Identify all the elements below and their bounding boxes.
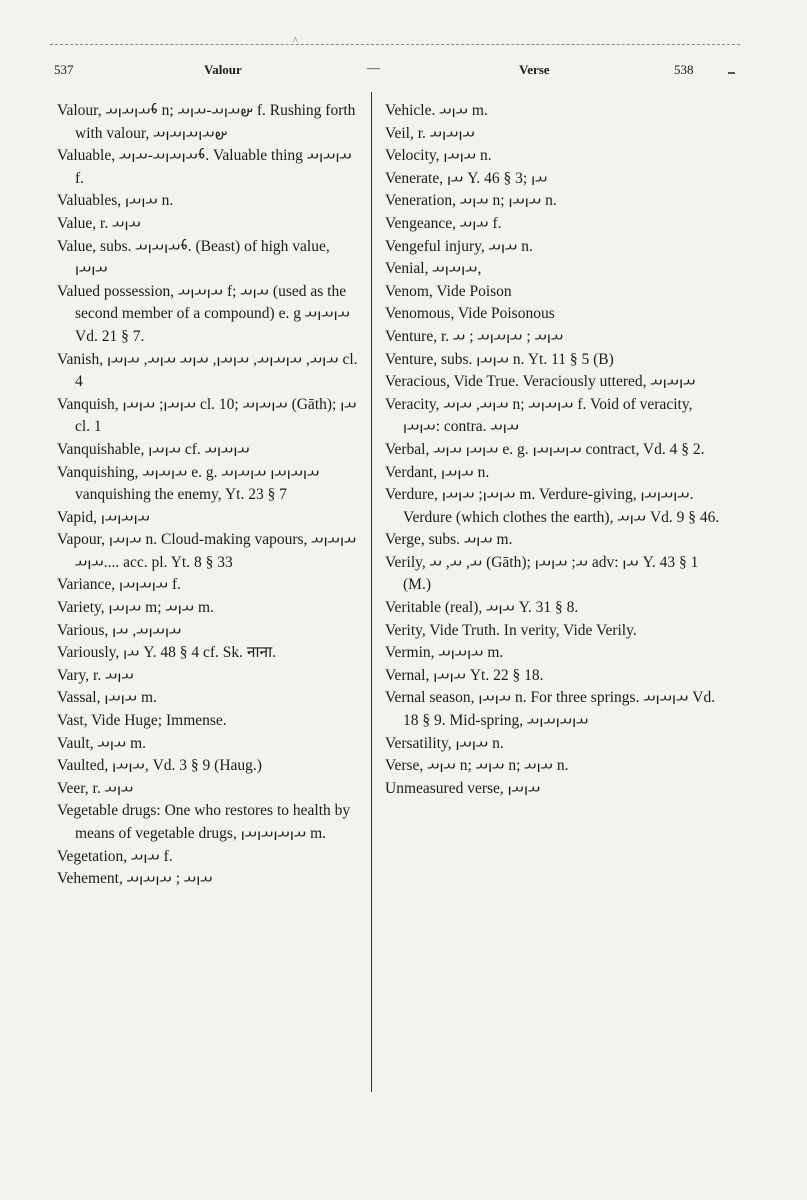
dictionary-entry: Verge, subs. 𐬀𐬥𐬀 m. <box>385 531 513 549</box>
dictionary-entry: Vermin, 𐬀𐬥𐬀𐬥𐬀 m. <box>385 644 504 662</box>
dictionary-entry: Valued possession, 𐬀𐬥𐬀𐬥𐬀 f; 𐬀𐬥𐬀 (used as the second member of a compound) e. g 𐬀𐬥𐬀𐬥𐬀 Vd. 21 § 7. <box>57 282 350 345</box>
column-divider <box>371 92 372 1092</box>
dictionary-entry: Vary, r. 𐬀𐬥𐬀 <box>57 666 134 684</box>
dictionary-entry: Vernal, 𐬀𐬥𐬀𐬥 Yt. 22 § 18. <box>385 666 544 684</box>
dictionary-entry: Valuable, 𐬨𐬀𐬥𐬀𐬥𐬀-𐬀𐬥𐬀. Valuable thing 𐬀𐬥𐬀𐬥𐬀 f. <box>57 147 352 187</box>
dictionary-entry: Vehicle. 𐬀𐬥𐬀 m. <box>385 102 488 119</box>
page-number-right: 538 <box>674 62 694 77</box>
dictionary-entry: Verdure, 𐬀𐬥𐬀𐬥; 𐬀𐬥𐬀𐬥 m. Verdure-giving, 𐬀𐬥𐬀𐬥𐬀𐬥. Verdure (which clothes the earth), 𐬀𐬥𐬀 Vd. 9 § 46. <box>385 486 720 526</box>
dictionary-entry: Variety, 𐬀𐬥𐬀𐬥 m; 𐬀𐬥𐬀 m. <box>57 599 214 617</box>
dictionary-entry: Valuables, 𐬀𐬥𐬀𐬥 n. <box>57 192 174 210</box>
dictionary-entry: Vengeful injury, 𐬀𐬥𐬀 n. <box>385 237 533 255</box>
dictionary-entry: Venture, r. 𐬀𐬥𐬀 ; 𐬀𐬥𐬀𐬥𐬀 ; 𐬀 <box>385 327 564 345</box>
dictionary-entry: Veneration, 𐬀𐬥𐬀 n; 𐬀𐬥𐬀𐬥 n. <box>385 192 557 210</box>
dictionary-entry: Vanquishing, 𐬀𐬥𐬀𐬥𐬀 e. g. 𐬀𐬥𐬀𐬥𐬀𐬥 𐬀𐬥𐬀𐬥𐬀 vanquishing the enemy, Yt. 23 § 7 <box>57 463 320 504</box>
dictionary-entry: Unmeasured verse, 𐬀𐬥𐬀𐬥 <box>385 779 541 797</box>
dictionary-entry: Vapid, 𐬀𐬥𐬀𐬥𐬀𐬥 <box>57 508 151 526</box>
dictionary-entry: Venomous, Vide Poisonous <box>385 305 555 323</box>
dictionary-entry: Verily, 𐬀, 𐬀, 𐬀 (Gāth); 𐬀; 𐬀𐬥𐬀𐬥 adv: 𐬀𐬥 Y. 43 § 1 (M.) <box>385 553 699 594</box>
dictionary-entry: Venom, Vide Poison <box>385 282 512 300</box>
dictionary-entry: Vernal season, 𐬀𐬥𐬀𐬥 n. For three springs. 𐬀𐬥𐬀𐬥𐬀 Vd. 18 § 9. Mid-spring, 𐬀𐬥𐬀𐬥𐬀𐬥𐬀 <box>385 689 716 730</box>
dictionary-entry: Valour, 𐬨𐬀𐬥𐬀𐬥𐬀 n; 𐬵𐬀𐬥𐬀-𐬀𐬥𐬀 f. Rushing forth with valour, 𐬵𐬀𐬥𐬀𐬥𐬀𐬥𐬀 <box>57 102 356 142</box>
guide-word-right: Verse <box>519 62 550 77</box>
dictionary-entry: Variance, 𐬀𐬥𐬀𐬥𐬀𐬥 f. <box>57 576 181 594</box>
dictionary-entry: Veracious, Vide True. Veraciously uttered, 𐬀𐬥𐬀𐬥𐬀 <box>385 373 696 391</box>
running-header <box>52 62 742 84</box>
dictionary-entry: Veritable (real), 𐬀𐬥𐬀 Y. 31 § 8. <box>385 599 579 617</box>
right-column <box>385 100 720 800</box>
dictionary-entry: Vegetation, 𐬀𐬥𐬀 f. <box>57 847 173 865</box>
dictionary-entry: Vehement, 𐬀𐬥𐬀 ; 𐬀𐬥𐬀𐬥𐬀 <box>57 870 213 888</box>
dictionary-entry: Vanish, 𐬀𐬥𐬀, 𐬀𐬥𐬀𐬥𐬀, 𐬀𐬥𐬀𐬥, 𐬀𐬥𐬀 𐬀𐬥𐬀, 𐬀𐬥𐬀𐬥 cl. 4 <box>57 350 358 391</box>
dictionary-entry: Verse, 𐬀𐬥𐬀 n; 𐬀𐬥𐬀 n; 𐬀𐬥𐬀 n. <box>385 757 569 775</box>
dictionary-entry: Venial, 𐬀𐬥𐬀𐬥𐬀, <box>385 260 482 278</box>
dictionary-entry: Various, 𐬀𐬥𐬀𐬥𐬀, 𐬀𐬥 <box>57 621 182 639</box>
dictionary-entry: Venture, subs. 𐬀𐬥𐬀𐬥 n. Yt. 11 § 5 (B) <box>385 350 614 368</box>
printer-mark: ^ <box>293 36 298 47</box>
dictionary-entry: Vault, 𐬀𐬥𐬀 m. <box>57 734 147 752</box>
guide-word-left: Valour <box>204 62 242 77</box>
dictionary-entry: Vanquish, 𐬀𐬥𐬀𐬥; 𐬀𐬥𐬀𐬥 cl. 10; 𐬀𐬥𐬀𐬥𐬀 (Gāth); 𐬀𐬥 cl. 1 <box>57 395 357 436</box>
dictionary-entry: Verdant, 𐬀𐬥𐬀𐬥 n. <box>385 463 490 481</box>
dictionary-entry: Vast, Vide Huge; Immense. <box>57 712 227 730</box>
margin-mark <box>728 72 735 74</box>
dictionary-entry: Veil, r. 𐬀𐬥𐬀𐬥𐬀 <box>385 124 475 142</box>
dictionary-entry: Vapour, 𐬀𐬥𐬀𐬥 n. Cloud-making vapours, 𐬀𐬥𐬀𐬥𐬀 ....𐬀𐬥𐬀 acc. pl. Yt. 8 § 33 <box>57 531 357 571</box>
dictionary-entry: Variously, 𐬀𐬥 Y. 48 § 4 cf. Sk. नाना. <box>57 644 276 662</box>
dictionary-entry: Vegetable drugs: One who restores to health by means of vegetable drugs, 𐬀𐬥𐬀𐬥𐬀𐬥𐬀𐬥 m. <box>57 802 351 842</box>
dictionary-entry: Veer, r. 𐬀𐬥𐬀 <box>57 779 134 797</box>
top-rule <box>50 44 740 45</box>
dictionary-entry: Veracity, 𐬀𐬥𐬀, 𐬀𐬥𐬀 n; 𐬀𐬥𐬀𐬥𐬀 f. Void of veracity, 𐬀𐬥𐬀𐬥: contra. 𐬀𐬥𐬀 <box>385 395 693 436</box>
header-separator: — <box>367 60 380 75</box>
page-number-left: 537 <box>54 62 74 77</box>
dictionary-entry: Verbal, 𐬀𐬥𐬀𐬥 𐬀𐬥𐬀 e. g. 𐬀𐬥𐬀𐬥𐬀𐬥 contract, Vd. 4 § 2. <box>385 440 705 458</box>
dictionary-entry: Value, subs. 𐬨𐬀𐬥𐬀𐬥𐬀. (Beast) of high value, 𐬀𐬥𐬀𐬥 <box>57 237 330 278</box>
dictionary-entry: Venerate, 𐬀𐬥 Y. 46 § 3; 𐬀𐬥 <box>385 169 548 187</box>
dictionary-entry: Vaulted, 𐬀𐬥𐬀𐬥, Vd. 3 § 9 (Haug.) <box>57 757 262 775</box>
dictionary-entry: Velocity, 𐬀𐬥𐬀𐬥 n. <box>385 147 492 165</box>
dictionary-entry: Verity, Vide Truth. In verity, Vide Verily. <box>385 621 637 639</box>
dictionary-entry: Versatility, 𐬀𐬥𐬀𐬥 n. <box>385 734 504 752</box>
dictionary-entry: Vassal, 𐬀𐬥𐬀𐬥 m. <box>57 689 157 707</box>
dictionary-entry: Vengeance, 𐬀𐬥𐬀 f. <box>385 214 502 232</box>
dictionary-entry: Vanquishable, 𐬀𐬥𐬀𐬥 cf. 𐬀𐬥𐬀𐬥𐬀 <box>57 440 250 458</box>
dictionary-entry: Value, r. 𐬀𐬥𐬀 <box>57 214 141 232</box>
left-column <box>57 100 363 891</box>
